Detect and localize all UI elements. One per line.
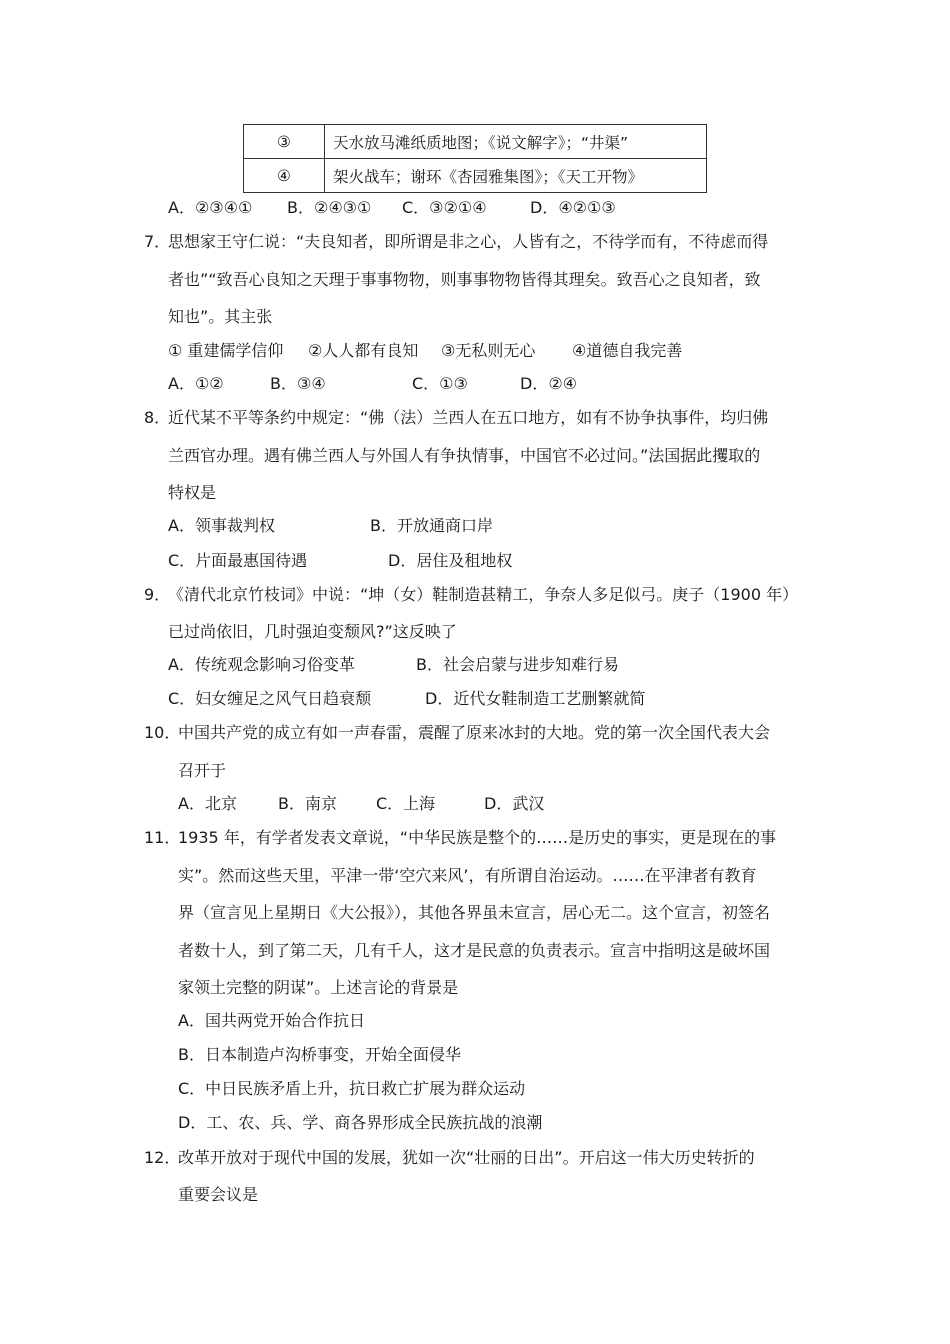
q7-option-c: C．①③ [412, 374, 468, 393]
q8-option-d: D．居住及租地权 [388, 551, 513, 570]
q11-stem-line: 界（宣言见上星期日《大公报》），其他各界虽未宣言，居心无二。这个宣言，初签名 [178, 903, 771, 922]
q7-stem-line: 思想家王守仁说：“夫良知者，即所谓是非之心，人皆有之，不待学而有，不待虑而得 [168, 232, 769, 251]
q8-option-b: B．开放通商口岸 [370, 516, 493, 535]
q12-stem-line: 重要会议是 [178, 1185, 259, 1204]
q9-option-c: C．妇女缠足之风气日趋衰颓 [168, 689, 372, 708]
q7-option-a: A．①② [168, 374, 224, 393]
q10-option-c: C．上海 [376, 794, 436, 813]
q12-stem-line: 改革开放对于现代中国的发展，犹如一次“壮丽的日出”。开启这一伟大历史转折的 [178, 1148, 755, 1167]
q11-stem-line: 家领土完整的阴谋”。上述言论的背景是 [178, 978, 459, 997]
q9-stem-line: 已过尚依旧，几时强迫变颓风?”这反映了 [168, 622, 457, 641]
q11-option-a: A．国共两党开始合作抗日 [178, 1011, 365, 1030]
q8-stem-line: 兰西官办理。遇有佛兰西人与外国人有争执情事，中国官不必过问。”法国据此攫取的 [168, 446, 761, 465]
q7-item: ① 重建儒学信仰 [168, 341, 284, 360]
row-text: 架火战车；谢环《杏园雅集图》；《天工开物》 [325, 159, 707, 193]
q11-stem-line: 实”。然而这些天里，平津一带‘空穴来风’，有所谓自治运动。……在平津者有教育 [178, 866, 757, 885]
row-text: 天水放马滩纸质地图；《说文解字》；“井渠” [325, 125, 707, 159]
q11-stem-line: 1935 年，有学者发表文章说，“中华民族是整个的……是历史的事实，更是现在的事 [178, 828, 777, 847]
q11-option-d: D．工、农、兵、学、商各界形成全民族抗战的浪潮 [178, 1113, 543, 1132]
q7-item: ④道德自我完善 [572, 341, 683, 360]
q9-option-a: A．传统观念影响习俗变革 [168, 655, 355, 674]
q6-option-a: A．②③④① [168, 198, 253, 217]
q7-item: ③无私则无心 [441, 341, 536, 360]
row-number: ④ [244, 159, 325, 193]
q10-stem-line: 召开于 [178, 761, 227, 780]
q8-number: 8． [144, 408, 171, 427]
q10-option-a: A．北京 [178, 794, 237, 813]
q6-option-c: C．③②①④ [402, 198, 487, 217]
q9-number: 9． [144, 585, 171, 604]
table-row [244, 159, 707, 193]
q7-item: ②人人都有良知 [308, 341, 419, 360]
q9-stem-line: 《清代北京竹枝词》中说：“坤（女）鞋制造甚精工，争奈人多足似弓。庚子（1900 年） [168, 585, 799, 604]
q10-option-d: D．武汉 [484, 794, 545, 813]
q12-number: 12． [144, 1148, 181, 1167]
q9-option-b: B．社会启蒙与进步知难行易 [416, 655, 619, 674]
q8-stem-line: 近代某不平等条约中规定：“佛（法）兰西人在五口地方，如有不协争执事件，均归佛 [168, 408, 769, 427]
q6-option-d: D．④②①③ [530, 198, 616, 217]
q7-option-b: B．③④ [270, 374, 326, 393]
q8-option-a: A．领事裁判权 [168, 516, 275, 535]
q10-number: 10． [144, 723, 181, 742]
q6-option-b: B．②④③① [287, 198, 372, 217]
table-row [244, 125, 707, 159]
q11-number: 11． [144, 828, 181, 847]
q11-stem-line: 者数十人，到了第二天，几有千人，这才是民意的负责表示。宣言中指明这是破坏国 [178, 941, 771, 960]
q7-number: 7． [144, 232, 171, 251]
q10-option-b: B．南京 [278, 794, 337, 813]
q7-option-d: D．②④ [520, 374, 578, 393]
row-number: ③ [244, 125, 325, 159]
q8-stem-line: 特权是 [168, 483, 217, 502]
inventions-table [243, 124, 707, 193]
q7-stem-line: 知也”。其主张 [168, 307, 273, 326]
q9-option-d: D．近代女鞋制造工艺删繁就简 [425, 689, 646, 708]
q7-stem-line: 者也”“致吾心良知之天理于事事物物，则事事物物皆得其理矣。致吾心之良知者，致 [168, 270, 761, 289]
q10-stem-line: 中国共产党的成立有如一声春雷，震醒了原来冰封的大地。党的第一次全国代表大会 [178, 723, 771, 742]
q11-option-b: B．日本制造卢沟桥事变，开始全面侵华 [178, 1045, 461, 1064]
q8-option-c: C．片面最惠国待遇 [168, 551, 308, 570]
q11-option-c: C．中日民族矛盾上升，抗日救亡扩展为群众运动 [178, 1079, 526, 1098]
